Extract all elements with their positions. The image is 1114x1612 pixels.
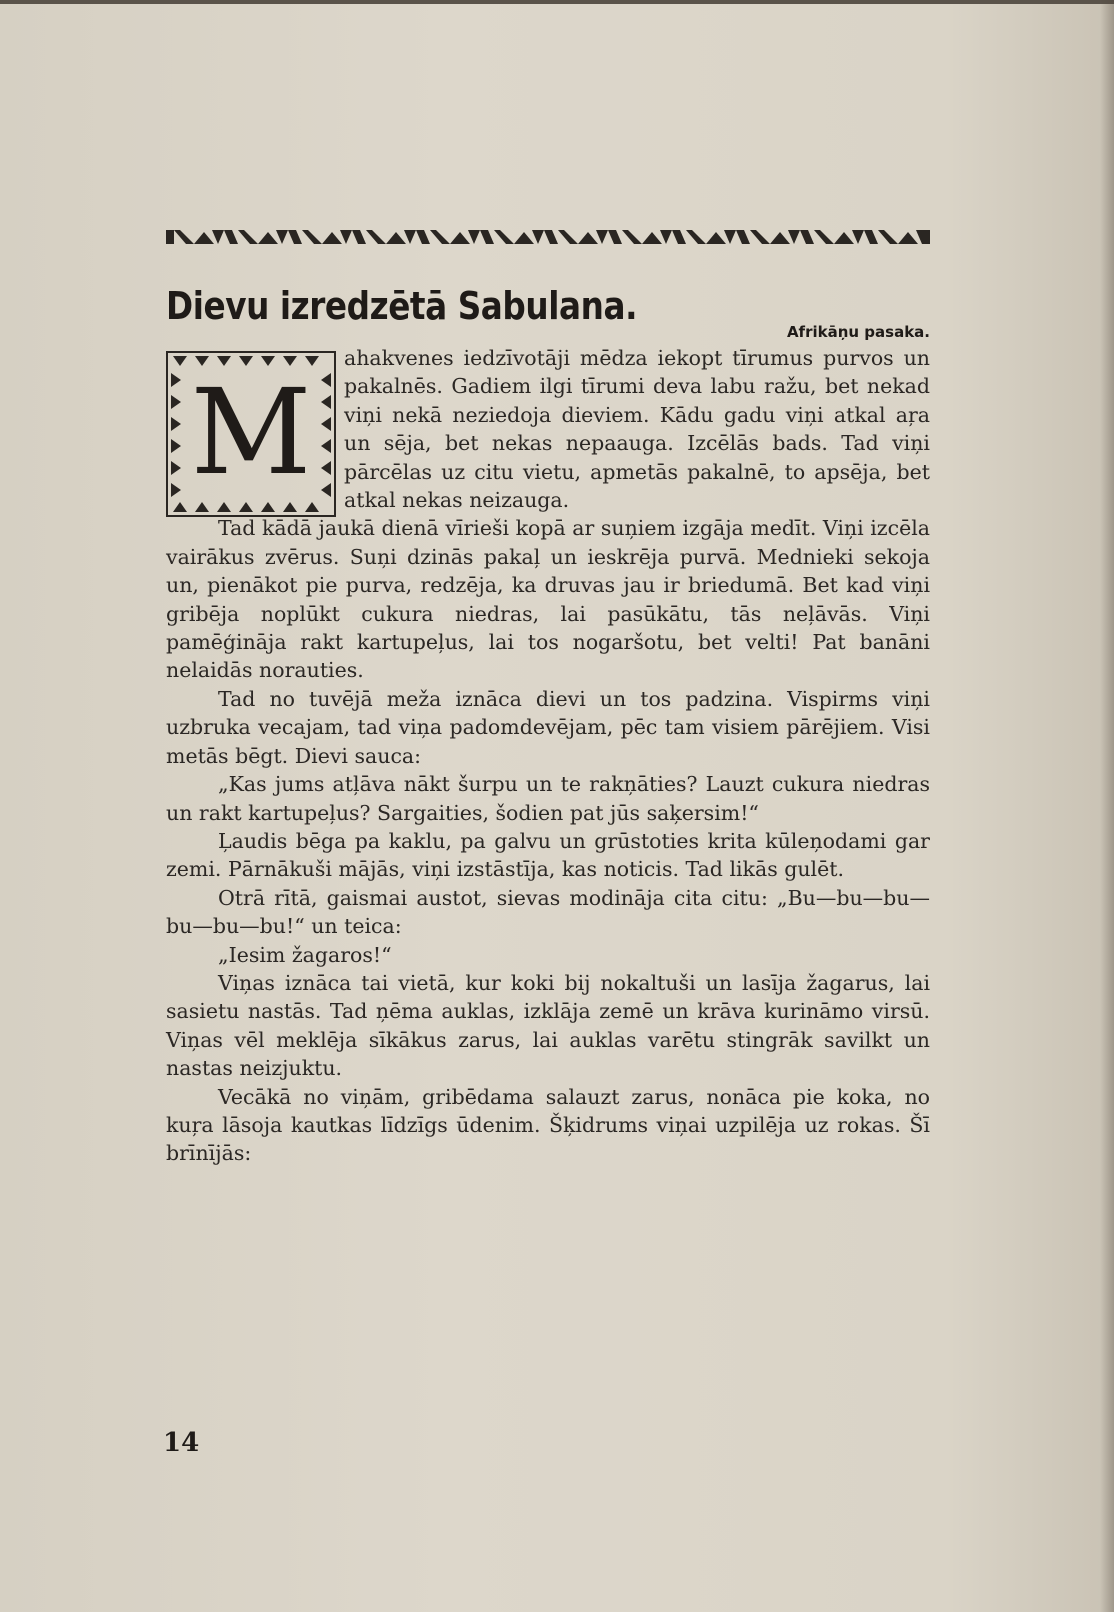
ornament-slash	[238, 230, 258, 244]
ornament-triangle	[258, 232, 278, 244]
ornament-slash	[416, 230, 430, 244]
ornament-slash	[288, 230, 302, 244]
ornament-triangle	[450, 232, 470, 244]
ornament-slash	[302, 230, 322, 244]
paragraph-7: „Iesim žagaros!“	[218, 942, 392, 967]
ornament-end-block	[922, 230, 930, 244]
drop-cap-letter: M	[190, 363, 312, 501]
ornament-triangle	[386, 232, 406, 244]
story-text	[166, 344, 930, 1168]
ornament-slash	[224, 230, 238, 244]
ornament-wedge	[212, 230, 224, 244]
ornament-slash	[750, 230, 770, 244]
ornament-triangle	[834, 232, 854, 244]
ornament-triangle	[706, 232, 726, 244]
paragraph-2: Tad kādā jaukā dienā vīrieši kopā ar suņiem izgāja medīt. Viņi izcēla vairākus zvērus. Suņi dzinās pakaļ un ieskrēja purvā. Mednieki sekoja un, pienākot pie purva, redzēja, ka druvas jau ir briedumā. Bet kad viņi gribēja noplūkt cukura niedras, lai pasūkātu, tās neļāvās. Viņi pamēģināja rakt kartupeļus, lai tos nogaršotu, bet velti! Pat banāni nelaidās norauties.	[166, 516, 930, 683]
ornament-slash	[672, 230, 686, 244]
ornament-wedge	[724, 230, 736, 244]
ornament-triangle	[194, 232, 214, 244]
paragraph-5: Ļaudis bēga pa kaklu, pa galvu un grūstoties krita kūleņodami gar zemi. Pārnākuši mājās, viņi izstāstīja, kas noticis. Tad likās gulēt.	[166, 828, 930, 882]
ornament-triangle	[514, 232, 534, 244]
ornament-slash	[430, 230, 450, 244]
paragraph-3: Tad no tuvējā meža iznāca dievi un tos padzina. Vispirms viņi uzbruka vecajam, tad viņa padomdevējam, pēc tam visiem pārējiem. Visi metās bēgt. Dievi sauca:	[166, 686, 930, 768]
ornament-wedge	[852, 230, 864, 244]
ornament-triangle	[322, 232, 342, 244]
ornament-wedge	[468, 230, 480, 244]
ornament-wedge	[404, 230, 416, 244]
ornament-slash	[558, 230, 578, 244]
ornament-slash	[686, 230, 706, 244]
ornament-slash	[878, 230, 898, 244]
ornament-slash	[174, 230, 194, 244]
ornament-slash	[494, 230, 514, 244]
ornament-triangle	[578, 232, 598, 244]
page-number: 14	[163, 1428, 200, 1458]
ornament-triangle	[898, 232, 918, 244]
ornament-end-block	[166, 230, 174, 244]
story-title: Dievu izredzētā Sabulana.	[166, 284, 638, 328]
ornament-triangle	[642, 232, 662, 244]
paragraph-6: Otrā rītā, gaismai austot, sievas modināja cita citu: „Bu—bu—bu—bu—bu—bu!“ un teica:	[166, 885, 930, 939]
ornament-wedge	[340, 230, 352, 244]
ornament-slash	[480, 230, 494, 244]
ornament-wedge	[276, 230, 288, 244]
page-top-edge	[0, 0, 1114, 4]
ornament-slash	[736, 230, 750, 244]
story-subtitle: Afrikāņu pasaka.	[786, 323, 930, 341]
ornament-slash	[800, 230, 814, 244]
ornament-slash	[622, 230, 642, 244]
ornament-slash	[864, 230, 878, 244]
ornament-wedge	[660, 230, 672, 244]
paragraph-9: Vecākā no viņām, gribēdama salauzt zarus, nonāca pie koka, no kuŗa lāsoja kautkas līdzīgs ūdenim. Šķidrums viņai uzpilēja uz rokas. Šī brīnījās:	[166, 1084, 930, 1166]
paragraph-4: „Kas jums atļāva nākt šurpu un te rakņāties? Lauzt cukura niedras un rakt kartupeļus? Sargaities, šodien pat jūs saķersim!“	[166, 772, 930, 825]
ornament-slash	[814, 230, 834, 244]
page-right-shadow	[1100, 0, 1114, 1612]
paragraph-1: ahakvenes iedzīvotāji mēdza iekopt tīrumus purvos un pakalnēs. Gadiem ilgi tīrumi deva labu ražu, bet nekad viņi nekā neziedoja dieviem. Kādu gadu viņi atkal aŗa un sēja, bet nekas nepaauga. Izcēlās bads. Tad viņi pārcēlas uz citu vietu, apmetās pakalnē, to apsēja, bet atkal nekas neizauga.	[344, 346, 930, 513]
ornament-slash	[366, 230, 386, 244]
ornament-wedge	[532, 230, 544, 244]
decorative-border-strip	[166, 226, 930, 246]
ornament-slash	[608, 230, 622, 244]
paragraph-8: Viņas iznāca tai vietā, kur koki bij nokaltuši un lasīja žagarus, lai sasietu nastās. Tad ņēma auklas, izklāja zemē un krāva kurināmo virsū. Viņas vēl meklēja sīkākus zarus, lai auklas varētu stingrāk savilkt un nastas neizjuktu.	[166, 970, 930, 1081]
ornament-wedge	[788, 230, 800, 244]
ornament-triangle	[770, 232, 790, 244]
ornament-wedge	[596, 230, 608, 244]
ornament-slash	[544, 230, 558, 244]
ornament-slash	[352, 230, 366, 244]
drop-cap-space	[166, 344, 344, 514]
